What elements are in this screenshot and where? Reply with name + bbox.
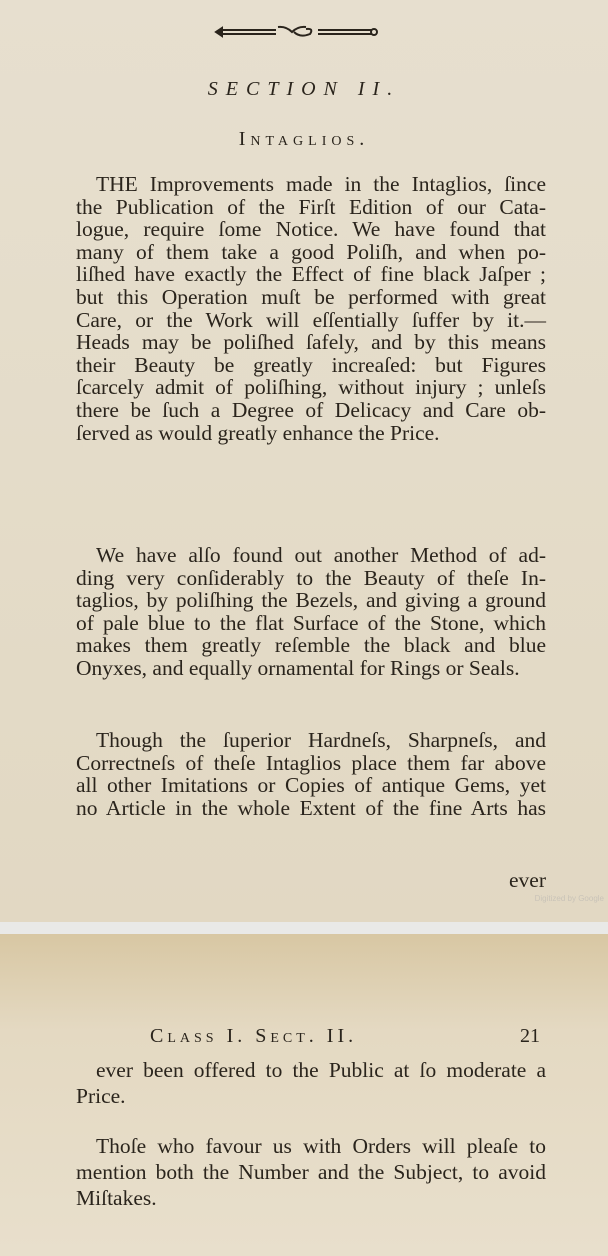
text-line: ſerved as would greatly enhance the Price. bbox=[76, 420, 440, 445]
text-line: there be ſuch a Degree of Delicacy and Care ob- bbox=[76, 398, 546, 422]
text-line: THE Improvements made in the Intaglios, ſince bbox=[96, 172, 546, 196]
text-line: ever been offered to the Public at ſo moderate a bbox=[96, 1058, 546, 1082]
text-line: Correctneſs of theſe Intaglios place them far above bbox=[76, 750, 546, 775]
text-line: taglios, by poliſhing the Bezels, and giving a ground bbox=[76, 588, 546, 613]
text-line: no Article in the whole Extent of the fine Arts has bbox=[76, 795, 546, 820]
text-line: the Publication of the Firſt Edition of our Cata- bbox=[76, 194, 546, 219]
text-line: Thoſe who favour us with Orders will pleaſe to bbox=[96, 1134, 546, 1158]
text-line: mention both the Number and the Subject, to avoid bbox=[76, 1160, 546, 1184]
text-line: logue, require ſome Notice. We have found that bbox=[76, 217, 546, 242]
catchword: ever bbox=[509, 868, 546, 892]
text-line: makes them greatly reſemble the black and blue bbox=[76, 633, 546, 658]
text-line: all other Imitations or Copies of antique Gems, yet bbox=[76, 773, 546, 798]
text-line: liſhed have exactly the Effect of fine black Jaſper ; bbox=[76, 262, 546, 287]
text-line: Miſtakes. bbox=[76, 1186, 157, 1210]
text-line: ding very conſiderably to the Beauty of theſe In- bbox=[76, 565, 546, 590]
ornament-rule-icon bbox=[214, 24, 380, 40]
section-title: SECTION II. bbox=[207, 78, 401, 100]
page-bottom bbox=[0, 934, 608, 1256]
text-line: but this Operation muſt be performed with great bbox=[76, 285, 546, 309]
page-number: 21 bbox=[520, 1025, 540, 1047]
running-head: Class I. Sect. II. bbox=[150, 1025, 358, 1047]
text-line: Though the ſuperior Hardneſs, Sharpneſs, and bbox=[96, 728, 546, 752]
text-line: Onyxes, and equally ornamental for Rings or Seals. bbox=[76, 656, 520, 680]
text-line: Heads may be poliſhed ſafely, and by this means bbox=[76, 330, 546, 355]
text-line: Price. bbox=[76, 1084, 126, 1108]
text-line: their Beauty be greatly increaſed: but Figures bbox=[76, 352, 546, 377]
watermark: Digitized by Google bbox=[534, 894, 604, 903]
heading: Intaglios. bbox=[238, 128, 370, 150]
text-line: ſcarcely admit of poliſhing, without injury ; unleſs bbox=[76, 375, 546, 400]
text-line: Care, or the Work will eſſentially ſuffer by it.— bbox=[76, 307, 546, 332]
text-line: of pale blue to the flat Surface of the Stone, which bbox=[76, 610, 546, 635]
text-line: many of them take a good Poliſh, and when po- bbox=[76, 239, 546, 264]
text-line: We have alſo found out another Method of ad- bbox=[96, 543, 546, 567]
